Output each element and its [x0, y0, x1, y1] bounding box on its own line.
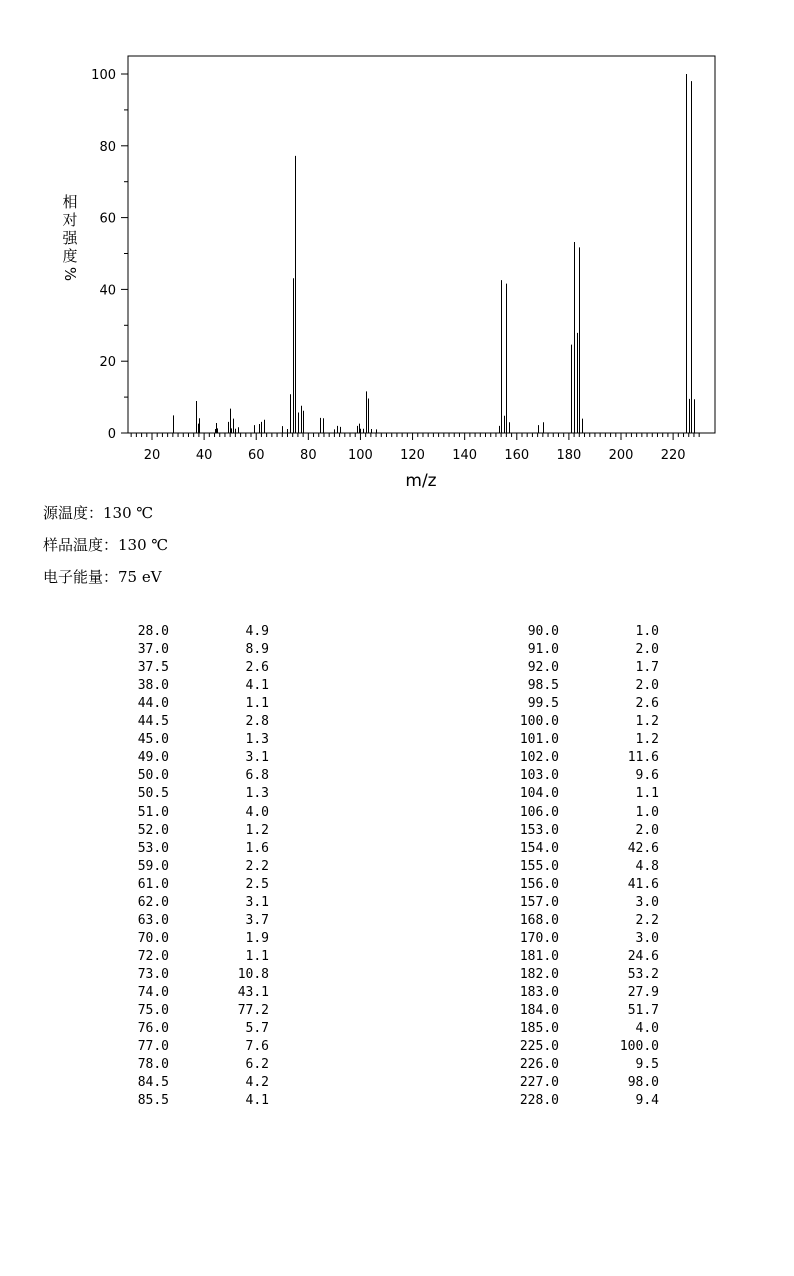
y-axis-label-char: 度 [62, 247, 78, 265]
intensity-value: 4.8 [635, 858, 659, 874]
intensity-value: 1.1 [245, 948, 269, 964]
intensity-value: 7.6 [245, 1039, 269, 1055]
mz-value: 103.0 [519, 768, 559, 784]
intensity-value: 2.0 [635, 642, 659, 658]
intensity-value: 98.0 [627, 1075, 659, 1091]
mz-value: 37.5 [137, 660, 169, 676]
intensity-value: 2.5 [245, 876, 269, 892]
mz-value: 49.0 [137, 750, 169, 766]
mz-value: 99.5 [527, 696, 559, 712]
mass-spectrum-chart [0, 0, 794, 500]
intensity-value: 1.0 [635, 804, 659, 820]
intensity-value: 53.2 [627, 966, 659, 982]
spectrum-peaks [174, 74, 695, 433]
mz-value: 183.0 [519, 985, 559, 1000]
intensity-value: 1.1 [245, 696, 269, 712]
intensity-value: 1.2 [635, 714, 659, 730]
y-axis-label-char: 对 [62, 211, 78, 229]
mz-value: 52.0 [137, 822, 169, 838]
x-axis [131, 433, 699, 463]
mz-value: 170.0 [519, 930, 559, 946]
intensity-value: 2.6 [635, 696, 659, 712]
x-axis-label: m/z [405, 471, 437, 491]
intensity-value: 2.8 [245, 714, 269, 730]
intensity-value: 2.2 [635, 912, 659, 928]
y-tick-label: 60 [99, 211, 116, 227]
intensity-value: 24.6 [627, 948, 659, 964]
intensity-value: 3.1 [245, 750, 269, 766]
intensity-value: 4.1 [245, 678, 269, 694]
intensity-value: 1.6 [245, 840, 269, 856]
mz-value: 101.0 [519, 732, 559, 748]
intensity-value: 3.1 [245, 894, 269, 910]
intensity-value: 1.9 [245, 930, 269, 946]
mz-value: 157.0 [519, 894, 559, 910]
mz-value: 70.0 [137, 930, 169, 946]
intensity-value: 1.3 [245, 732, 269, 748]
intensity-value: 4.1 [245, 1093, 269, 1109]
mz-value: 182.0 [519, 966, 559, 982]
mz-value: 51.0 [137, 804, 169, 820]
y-tick-label: 20 [99, 355, 116, 371]
intensity-value: 42.6 [627, 840, 659, 856]
intensity-value: 41.6 [627, 876, 659, 892]
intensity-value: 1.0 [635, 624, 659, 639]
intensity-value: 1.3 [245, 786, 269, 802]
sample-temperature: 样品温度：130 ℃ [43, 536, 169, 554]
x-tick-label: 160 [504, 448, 530, 463]
intensity-value: 4.0 [245, 804, 269, 820]
mz-value: 185.0 [519, 1021, 559, 1037]
mz-value: 63.0 [137, 912, 169, 928]
mz-value: 226.0 [519, 1057, 559, 1073]
mz-value: 61.0 [137, 876, 169, 892]
mz-value: 156.0 [519, 876, 559, 892]
mz-value: 181.0 [519, 948, 559, 964]
mz-value: 28.0 [137, 624, 169, 639]
mz-value: 92.0 [527, 660, 559, 676]
mz-value: 72.0 [137, 948, 169, 964]
mz-value: 102.0 [519, 750, 559, 766]
mz-value: 77.0 [137, 1039, 169, 1055]
mz-value: 106.0 [519, 804, 559, 820]
mz-value: 62.0 [137, 894, 169, 910]
mz-value: 168.0 [519, 912, 559, 928]
y-axis-label-char: 相 [62, 193, 78, 211]
x-tick-label: 220 [660, 448, 686, 463]
mz-value: 98.5 [527, 678, 559, 694]
intensity-value: 5.7 [245, 1021, 269, 1037]
mz-value: 78.0 [137, 1057, 169, 1073]
intensity-value: 3.0 [635, 894, 659, 910]
x-tick-label: 140 [452, 448, 478, 463]
intensity-value: 43.1 [237, 985, 269, 1000]
electron-energy: 电子能量：75 eV [43, 568, 162, 586]
mz-value: 44.5 [137, 714, 169, 730]
intensity-value: 51.7 [627, 1003, 659, 1019]
plot-frame [128, 56, 715, 433]
mz-value: 84.5 [137, 1075, 169, 1091]
mz-value: 50.5 [137, 786, 169, 802]
intensity-value: 2.6 [245, 660, 269, 676]
intensity-value: 2.2 [245, 858, 269, 874]
mz-value: 50.0 [137, 768, 169, 784]
intensity-value: 1.2 [635, 732, 659, 748]
intensity-value: 3.7 [245, 912, 269, 928]
intensity-value: 11.6 [627, 750, 659, 766]
y-tick-label: 100 [91, 68, 116, 83]
intensity-value: 100.0 [619, 1039, 659, 1055]
y-tick-label: 40 [99, 283, 116, 299]
y-tick-label: 80 [99, 139, 116, 155]
intensity-value: 4.0 [635, 1021, 659, 1037]
intensity-value: 27.9 [627, 985, 659, 1000]
y-axis-label [56, 193, 84, 283]
mz-value: 85.5 [137, 1093, 169, 1109]
intensity-value: 4.2 [245, 1075, 269, 1091]
mz-value: 76.0 [137, 1021, 169, 1037]
mz-value: 38.0 [137, 678, 169, 694]
mz-value: 73.0 [137, 966, 169, 982]
mz-value: 75.0 [137, 1003, 169, 1019]
x-tick-label: 20 [143, 448, 161, 463]
mz-value: 155.0 [519, 858, 559, 874]
intensity-value: 2.0 [635, 678, 659, 694]
intensity-value: 77.2 [237, 1003, 269, 1019]
y-axis [91, 68, 128, 442]
intensity-value: 9.5 [635, 1057, 659, 1073]
x-tick-label: 80 [300, 448, 317, 463]
y-axis-label-char: 强 [62, 229, 78, 247]
intensity-value: 9.4 [635, 1093, 659, 1109]
intensity-value: 3.0 [635, 930, 659, 946]
x-tick-label: 200 [608, 448, 634, 463]
intensity-value: 8.9 [245, 642, 269, 658]
mz-value: 104.0 [519, 786, 559, 802]
mz-value: 59.0 [137, 858, 169, 874]
x-tick-label: 60 [247, 448, 265, 463]
mz-value: 228.0 [519, 1093, 559, 1109]
intensity-value: 1.2 [245, 822, 269, 838]
intensity-value: 2.0 [635, 822, 659, 838]
mz-value: 37.0 [137, 642, 169, 658]
mz-value: 184.0 [519, 1003, 559, 1019]
mz-value: 225.0 [519, 1039, 559, 1055]
intensity-value: 9.6 [635, 768, 659, 784]
mz-value: 100.0 [519, 714, 559, 730]
mz-value: 90.0 [527, 624, 559, 639]
mz-value: 45.0 [137, 732, 169, 748]
intensity-value: 1.1 [635, 786, 659, 802]
y-tick-label: 0 [107, 427, 116, 442]
intensity-value: 4.9 [245, 624, 269, 639]
x-tick-label: 120 [400, 448, 425, 463]
x-tick-label: 100 [348, 448, 373, 463]
x-tick-label: 40 [195, 448, 213, 463]
x-tick-label: 180 [556, 448, 582, 463]
y-axis-label-char: % [61, 266, 79, 282]
mz-value: 154.0 [519, 840, 559, 856]
mz-value: 153.0 [519, 822, 559, 838]
intensity-value: 6.2 [245, 1057, 269, 1073]
intensity-value: 6.8 [245, 768, 269, 784]
mz-value: 227.0 [519, 1075, 559, 1091]
source-temperature: 源温度：130 ℃ [43, 504, 154, 522]
mz-value: 53.0 [137, 840, 169, 856]
mz-value: 74.0 [137, 985, 169, 1000]
intensity-value: 1.7 [635, 660, 659, 676]
intensity-value: 10.8 [237, 966, 269, 982]
mz-value: 91.0 [527, 642, 559, 658]
mz-value: 44.0 [137, 696, 169, 712]
